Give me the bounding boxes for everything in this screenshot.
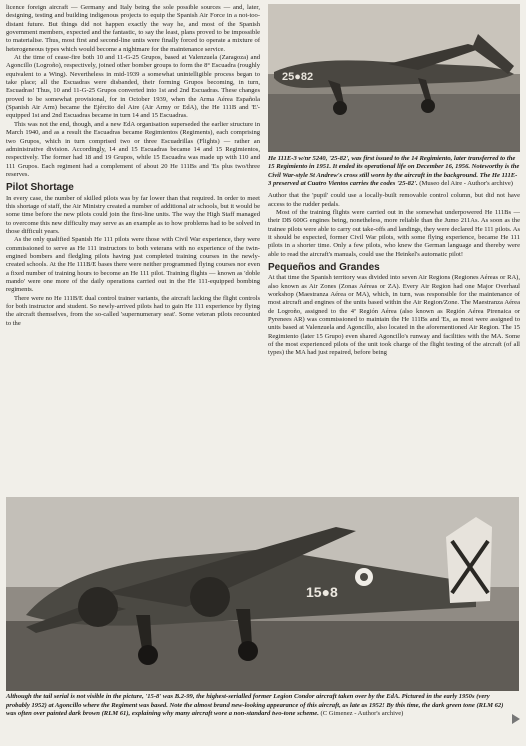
right-text-column [268, 4, 520, 490]
next-page-arrow-icon[interactable] [512, 714, 520, 724]
aircraft-code-label: 25●82 [282, 71, 314, 83]
left-text-column [6, 4, 260, 490]
body-paragraph: licence foreign aircraft — Germany and Italy being the sole possible sources — and, later, designing, testing and building indigenous projects to equip the Spanish Air Force in a not-too-distant future. But things did not happen exactly the way he, and most of the Spanish government members, expected and the fantastic, to say the least, plans proved to be impossible to materialise. Thus, most first and second-line units were finally forced to operate a mixture of heterogeneous types which would become a nightmare for the maintenance service. [6, 4, 260, 53]
he111-three-quarter-view-image [6, 497, 519, 691]
section-heading-pilot-shortage: Pilot Shortage [6, 182, 74, 194]
body-paragraph: There were no He 111B/E dual control trainer variants, the aircraft lacking the flight controls for both instructor and student. So newly-arrived pilots had to gain He 111 experience by flying the aircraft themselves, from the so-called 'supernumerary seat'. Some veteran pilots recounted to the [6, 294, 260, 327]
photo-credit: (C Gimenez - Author's archive) [320, 710, 404, 718]
body-paragraph: This was not the end, though, and a new EdA organisation superseded the earlier structure in March 1940, and as a result the Escuadras became Regimientos (Regiments), each comprising two Grupos, which in turn comprised two or three Escuadrillas (Flights) — rather an administrative division. Accordingly, 14 and 15 Escuadras became 14 and 15 Regimientos, respectively. The former had 18 and 19 Grupos, while 15 Escuadra was made up with 110 and 111 Grupos. Each regiment had a complement of about 20 He 111Bs and 'Es plus two/three reserves. [6, 120, 260, 178]
body-paragraph: Author that the 'pupil' could use a locally-built removable control column, but did not have access to the rudder pedals. [268, 192, 520, 208]
body-paragraph: As the only qualified Spanish He 111 pilots were those with Civil War experience, they were commissioned to serve as He 111 instructors to both veterans with no experience of the twin-engined bombers and fledgling pilots having just completed training courses in the newly-created schools. At the He 111B/E bases there were neither programmed flying courses nor even a fixed number of training hours to become an He 111 pilot. Training flights — known as 'doble mando' were one more of the daily operations carried out in the He 111-equipped bombing regiments. [6, 236, 260, 294]
body-paragraph: At that time the Spanish territory was divided into seven Air Regions (Regiones Aéreas or RA), also known as Air Zones (Zonas Aéreas or ZA). Every Air Region had one Major Overhaul workshop (Maestranza Aérea or MA), which, in turn, was responsible for the maintenance of most aircraft and engines of the units based within the Air Region/Zone. The Maestranza Aérea de Logroño, assigned to the 4ª Región Aérea (also known as Región Aérea Pirenaica or Pyrenees AR) was commissioned to maintain the He 111Bs and 'Es, as most were assigned to units based at Valenzuela and Agoncillo, also located in the aforementioned Air Region. The 15 Regimiento (later 15 Grupo) even shared Agoncillo's runway and facilities with the MA. Some of the most experienced pilots of the unit took charge of the flight testing of the aircraft (of all types) the MA had just repaired, before being [268, 274, 520, 357]
top-photo-caption [268, 155, 520, 188]
bottom-photo-caption [6, 693, 506, 719]
caption-text: He 111E-3 w/nr 5240, '25-82', was first issued to the 14 Regimiento, later transferred to the 15 Regimiento in 1951. It ended its operational life on December 16, 1956. Noteworthy is the Civil War-style St Andrew's cross still worn by the aircraft in the background. The He 111E-3 preserved at Cuatro Vientos carries the codes '25-82'. [268, 155, 520, 187]
body-paragraph: In every case, the number of skilled pilots was by far lower than that required. In order to meet this shortage of staff, the Air Ministry created a number of additional air schools, but it would be some time before the new pilots could join the first-line units. The way the High Staff managed to overcome this new difficulty may serve as an example as to how problems had to be solved in those difficult years. [6, 194, 260, 235]
top-aircraft-photo [268, 4, 520, 152]
bottom-aircraft-photo [6, 497, 519, 691]
aircraft-code-label: 15●8 [306, 584, 338, 600]
he111-side-view-image [268, 4, 520, 152]
section-heading-pequenos-grandes: Pequeños and Grandes [268, 261, 380, 273]
body-paragraph: Most of the training flights were carried out in the somewhat underpowered He 111Bs — their DB 600G engines being, nonetheless, more reliable than the Jumo 211As. As soon as the trainee pilots were able to carry out take-offs and landings, they were declared He 111 pilots. As it should be expected, former Civil War pilots, with some flying experience, became He 111 pilots in a shorter time. Only a few pilots, who knew the German language and thereby were able to read the aircraft's manuals, could use the Heinkel's automatic pilot! [268, 208, 520, 258]
photo-credit: (Museo del Aire - Author's archive) [419, 179, 513, 187]
caption-text: Although the tail serial is not visible in the picture, '15-8' was B.2-99, the highest-serialled former Legion Condor aircraft taken over by the EdA. Pictured in the early 1950s (very probably 1952) at Agoncillo where the Regiment was based. Note the almost brand new-looking appearance of this aircraft, as late as 1952! By this time, the dark green tone (RLM 62) was often over painted dark brown (RLM 61), explaining why many aircraft wore a non-standard two-tone scheme. [6, 693, 504, 718]
body-paragraph: At the time of cease-fire both 10 and 11-G-25 Grupos, based at Valenzuela (Zaragoza) and Agoncillo (Logroño), respectively, joined other bomber groups to form the 8° Escuadra (roughly equivalent to a Wing). Nevertheless in mid-1939 a somewhat unintelligible process began to take place; all the Escuadras were disbanded, their forming Grupos becoming, in turn, Escuadras! Thus, 10 and 11-G-25 Grupos converted into 1st and 2nd Escuadras. These changes proved to be somewhat provisional, for in October 1939, when the Arma Aérea Española (Spanish Air Arm) became the Ejército del Aire (Air Army or EdA), the He 111B and 'E'-equipped 1st and 2nd Escuadras became in turn 14 and 15 Escuadras. [6, 54, 260, 120]
